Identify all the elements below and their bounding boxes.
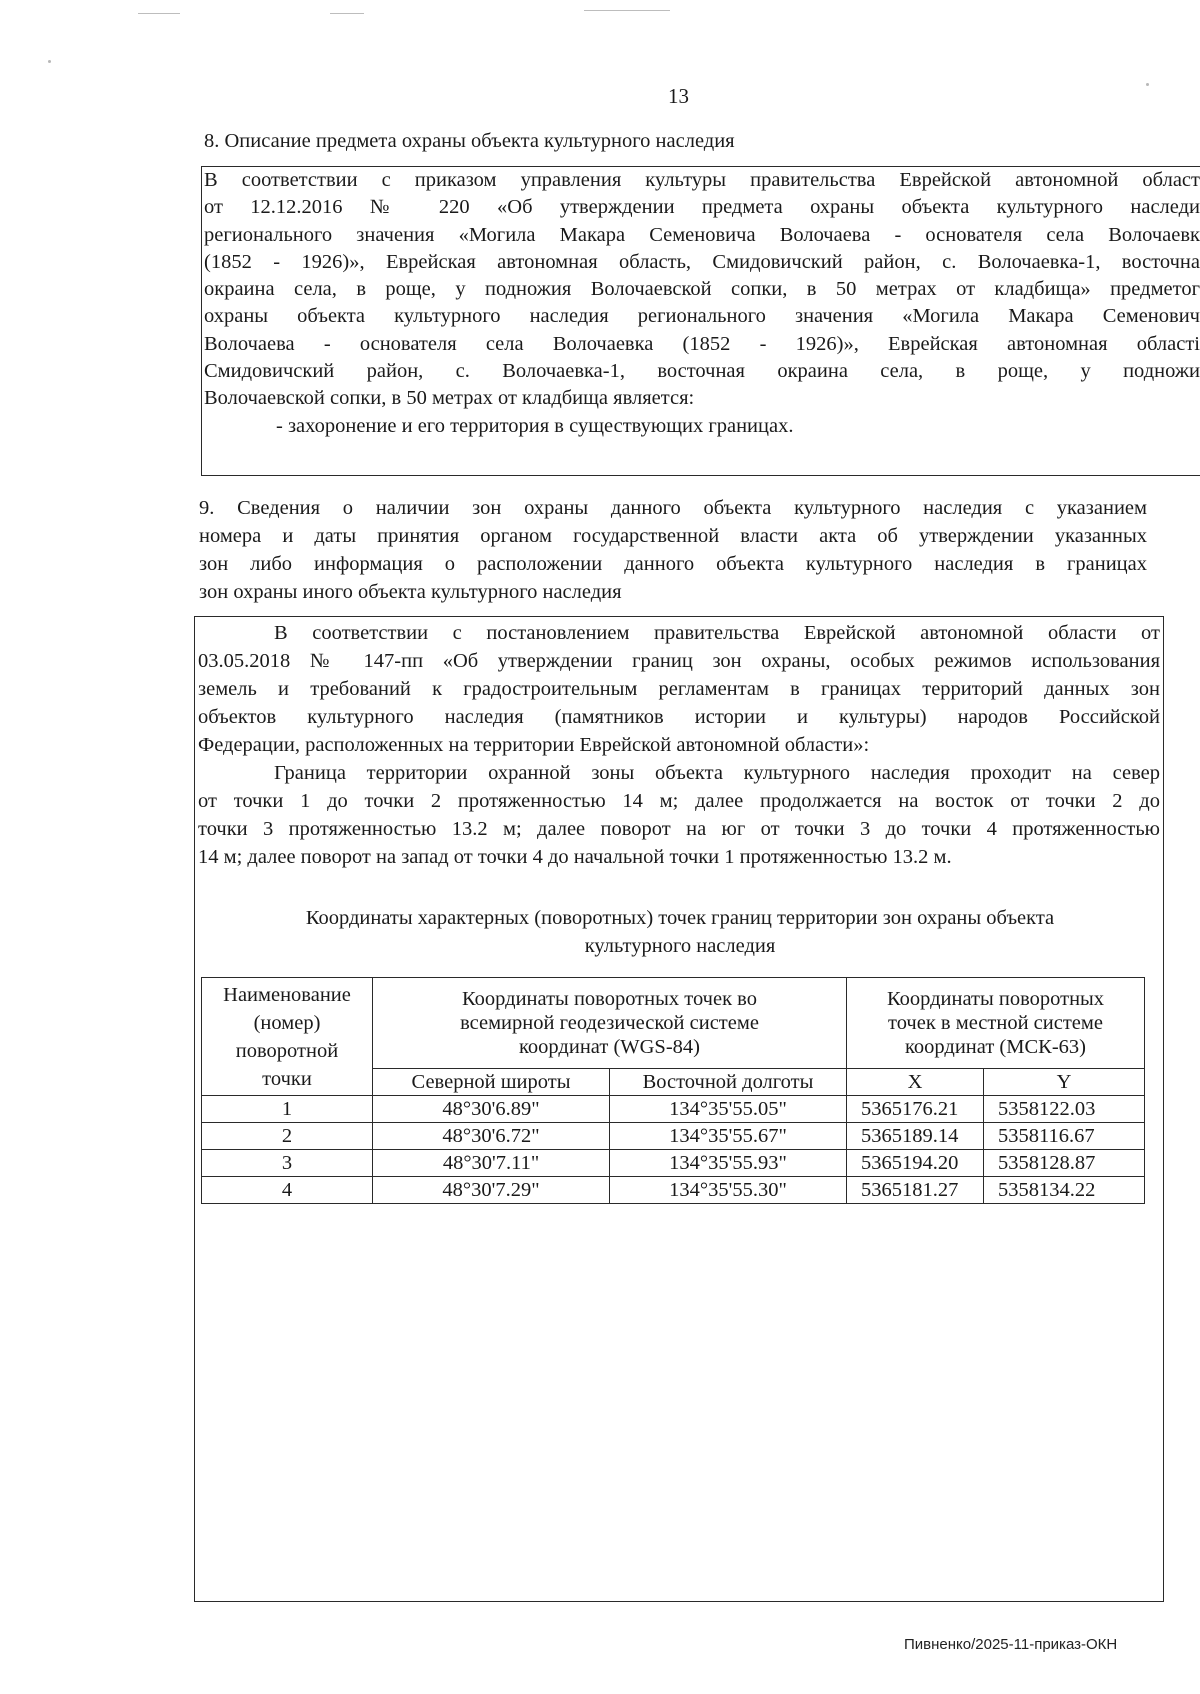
text-line: охраны объекта культурного наследия регионального значения «Могила Макара Семенович [204, 305, 1200, 328]
latitude-cell: 48°30'6.89" [373, 1096, 610, 1123]
scan-mark [138, 13, 180, 14]
latitude-cell: 48°30'6.72" [373, 1123, 610, 1150]
caption-line: культурного наследия [584, 935, 776, 957]
header-line: точек в местной системе [888, 1012, 1103, 1034]
text-line: - захоронение и его территория в существующих границах. [276, 414, 794, 437]
section-9-heading [199, 494, 1147, 606]
header-line: точки [262, 1067, 312, 1090]
text-line: земель и требований к градостроительным регламентам в границах территорий данных зон [198, 678, 1160, 700]
table-caption [200, 904, 1160, 960]
text-line: В соответствии с постановлением правительства Еврейской автономной области от [274, 622, 1160, 644]
table-row [202, 1150, 1145, 1177]
longitude-cell: 134°35'55.05" [610, 1096, 847, 1123]
text-line: окраина села, в роще, у подножия Волочаевской сопки, в 50 метрах от кладбища» предметог [204, 278, 1200, 301]
longitude-cell: 134°35'55.67" [610, 1123, 847, 1150]
header-line: всемирной геодезической системе [460, 1012, 759, 1034]
table-row [202, 1123, 1145, 1150]
point-number: 3 [202, 1150, 373, 1177]
y-cell: 5358122.03 [984, 1096, 1145, 1123]
table-header-row [202, 978, 1145, 1069]
latitude-cell: 48°30'7.11" [373, 1150, 610, 1177]
scan-mark [330, 13, 364, 14]
header-y: Y [984, 1069, 1145, 1096]
text-line: Волочаева - основателя села Волочаевка (1852 - 1926)», Еврейская автономная області [204, 332, 1200, 355]
text-line: (1852 - 1926)», Еврейская автономная область, Смидовичский район, с. Волочаевка-1, восточна [204, 250, 1200, 273]
text-line: Федерации, расположенных на территории Еврейской автономной области»: [198, 734, 870, 756]
section-8-heading: 8. Описание предмета охраны объекта культурного наследия [204, 130, 735, 152]
scan-dot [1146, 83, 1149, 86]
point-number: 4 [202, 1177, 373, 1204]
header-line: координат (МСК-63) [905, 1036, 1086, 1058]
x-cell: 5365194.20 [847, 1150, 984, 1177]
latitude-cell: 48°30'7.29" [373, 1177, 610, 1204]
table-row [202, 1096, 1145, 1123]
heading-line: зон либо информация о расположении данного объекта культурного наследия в границах [199, 553, 1147, 575]
text-line: объектов культурного наследия (памятников истории и культуры) народов Российской [198, 706, 1160, 728]
document-footer-id: Пивненко/2025-11-приказ-ОКН [904, 1636, 1118, 1653]
text-line: Граница территории охранной зоны объекта культурного наследия проходит на север [274, 762, 1160, 784]
y-cell: 5358116.67 [984, 1123, 1145, 1150]
header-line: Координаты поворотных [886, 988, 1105, 1010]
header-x: X [847, 1069, 984, 1096]
text-line: Волочаевской сопки, в 50 метрах от кладбища является: [204, 387, 695, 410]
table-row [202, 1177, 1145, 1204]
point-number: 1 [202, 1096, 373, 1123]
page-number: 13 [668, 84, 689, 108]
longitude-cell: 134°35'55.93" [610, 1150, 847, 1177]
text-line: Смидовичский район, с. Волочаевка-1, восточная окраина села, в роще, у подножи [204, 360, 1200, 383]
heading-line: 9. Сведения о наличии зон охраны данного объекта культурного наследия с указанием [199, 497, 1147, 519]
header-line: Координаты поворотных точек во [462, 988, 757, 1010]
scan-mark [584, 10, 670, 11]
section-8-text [204, 167, 1200, 440]
header-msk63 [847, 978, 1145, 1069]
x-cell: 5365176.21 [847, 1096, 984, 1123]
heading-line: зон охраны иного объекта культурного наследия [199, 581, 622, 603]
y-cell: 5358134.22 [984, 1177, 1145, 1204]
header-latitude: Северной широты [373, 1069, 610, 1096]
text-line: точки 3 протяженностью 13.2 м; далее поворот на юг от точки 3 до точки 4 протяженностью [198, 818, 1160, 840]
text-line: от точки 1 до точки 2 протяженностью 14 м; далее продолжается на восток от точки 2 до [198, 790, 1160, 812]
header-wgs84 [373, 978, 847, 1069]
y-cell: 5358128.87 [984, 1150, 1145, 1177]
text-line: 14 м; далее поворот на запад от точки 4 до начальной точки 1 протяженностью 13.2 м. [198, 846, 952, 868]
x-cell: 5365181.27 [847, 1177, 984, 1204]
header-point-name [202, 978, 373, 1096]
header-line: Наименование [223, 983, 351, 1006]
text-line: от 12.12.2016 № 220 «Об утверждении предмета охраны объекта культурного наследи [204, 196, 1200, 219]
header-line: поворотной [235, 1039, 339, 1062]
x-cell: 5365189.14 [847, 1123, 984, 1150]
section-9-text [198, 619, 1160, 871]
point-number: 2 [202, 1123, 373, 1150]
header-line: координат (WGS-84) [519, 1036, 700, 1058]
heading-line: номера и даты принятия органом государственной власти акта об утверждении указанных [199, 525, 1147, 547]
header-line: (номер) [253, 1011, 321, 1034]
caption-line: Координаты характерных (поворотных) точек границ территории зон охраны объекта [305, 907, 1055, 929]
coordinates-table [201, 977, 1145, 1204]
text-line: регионального значения «Могила Макара Семеновича Волочаева - основателя села Волочаевк [204, 223, 1200, 246]
text-line: В соответствии с приказом управления культуры правительства Еврейской автономной област [204, 169, 1200, 191]
longitude-cell: 134°35'55.30" [610, 1177, 847, 1204]
scan-dot [48, 60, 51, 63]
header-longitude: Восточной долготы [610, 1069, 847, 1096]
text-line: 03.05.2018 № 147-пп «Об утверждении границ зон охраны, особых режимов использования [198, 650, 1160, 672]
